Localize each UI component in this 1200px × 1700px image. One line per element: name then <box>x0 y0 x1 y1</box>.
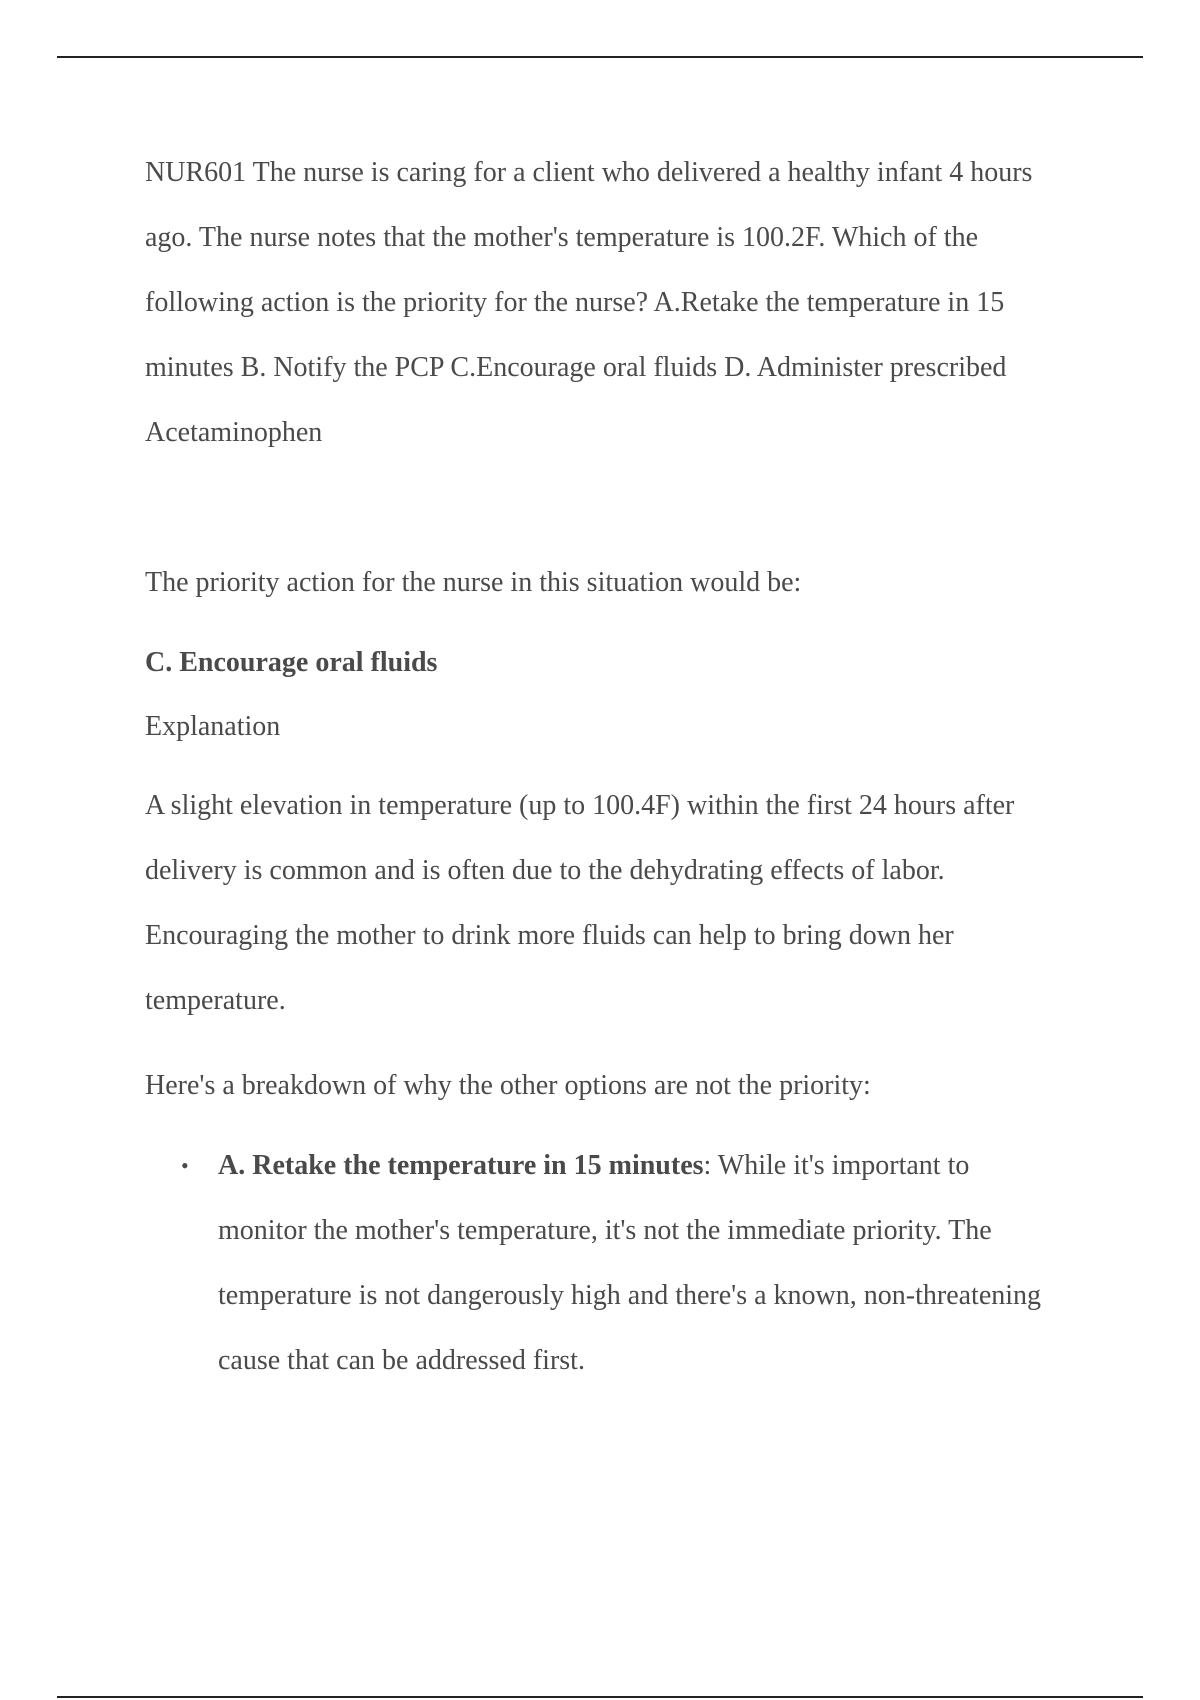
breakdown-intro: Here's a breakdown of why the other options are not the priority: <box>145 1070 871 1101</box>
list-item <box>145 1133 1048 1393</box>
answer-intro: The priority action for the nurse in this situation would be: <box>145 567 802 598</box>
explanation-body: A slight elevation in temperature (up to 100.4F) within the first 24 hours after delivery is common and is often due to the dehydrating effects of labor. Encouraging the mother to drink more fluids can help to bring down her temperature. <box>145 790 1015 1016</box>
explanation-heading: Explanation <box>145 711 281 742</box>
bottom-divider <box>57 1696 1143 1698</box>
document-content <box>145 140 1065 1376</box>
option-title: A. Retake the temperature in 15 minutes <box>218 1150 704 1181</box>
options-list <box>145 1133 1065 1393</box>
answer-text: C. Encourage oral fluids <box>145 647 438 678</box>
question-text: NUR601 The nurse is caring for a client who delivered a healthy infant 4 hours ago. The nurse notes that the mother's temperature is 100.2F. Which of the following action is the priority for the nurse? A.Retake the temperature in 15 minutes B. Notify the PCP C.Encourage oral fluids D. Administer prescribed Acetaminophen <box>145 157 1033 448</box>
option-text: : While it's important to monitor the mother's temperature, it's not the immediate priority. The temperature is not dangerously high and there's a known, non-threatening cause that can be addressed first. <box>218 1150 1042 1376</box>
bullet-icon: • <box>181 1153 189 1178</box>
top-divider <box>57 56 1143 58</box>
